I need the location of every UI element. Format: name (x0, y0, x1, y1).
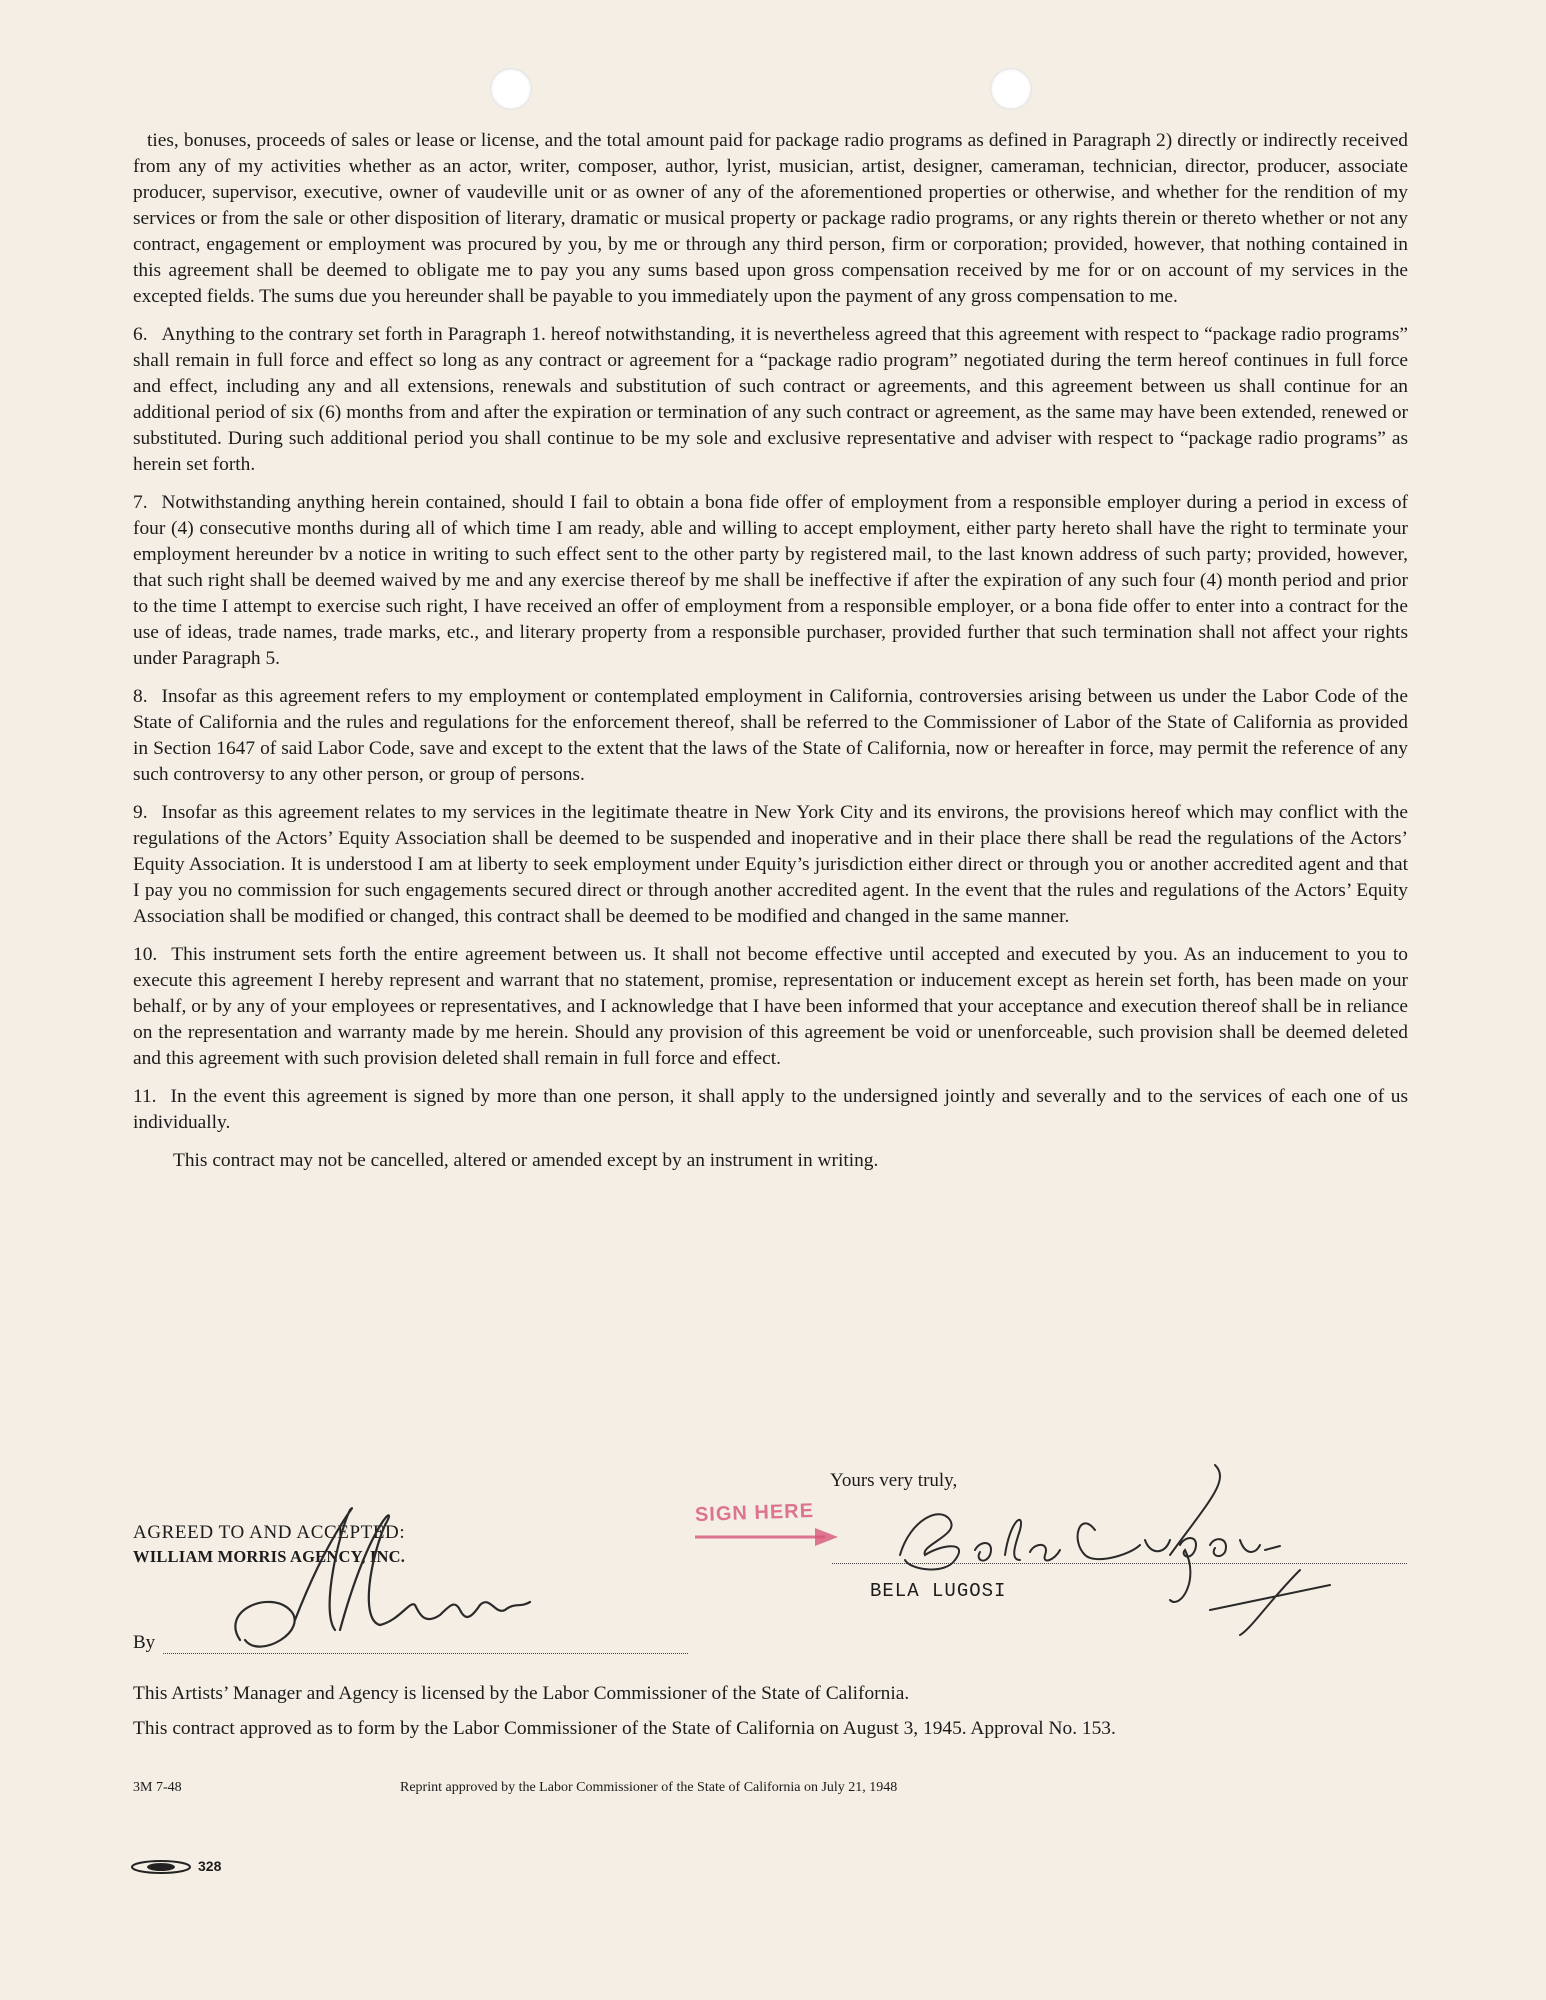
punch-hole-right (990, 68, 1032, 110)
approval-line: This contract approved as to form by the Labor Commissioner of the State of California on August 3, 1945. Approval No. 153. (133, 1718, 1116, 1739)
agency-signature (200, 1490, 560, 1670)
contract-body (133, 128, 1408, 1174)
contract-paragraph: 7. Notwithstanding anything herein contained, should I fail to obtain a bona fide offer of employment from a responsible employer during a period in excess of four (4) consecutive months during all of which time I am ready, able and willing to accept employment, either party hereto shall have the right to terminate your employment hereunder bv a notice in writing to such effect sent to the other party by registered mail, to the last known address of such party; provided, however, that such right shall be deemed waived by me and any exercise thereof by me shall be ineffective if after the expiration of any such four (4) month period and prior to the time I attempt to exercise such right, I have received an offer of employment from a responsible employer, or a bona fide offer to enter into a contract for the use of ideas, trade names, trade marks, etc., and literary property from a responsible purchaser, provided further that such termination shall not affect your rights under Paragraph 5. (133, 492, 1408, 669)
agreed-accepted-label: AGREED TO AND ACCEPTED: (133, 1522, 406, 1543)
form-code: 3M 7-48 (133, 1780, 182, 1795)
agency-name: WILLIAM MORRIS AGENCY, INC. (133, 1547, 406, 1566)
union-bug-icon (130, 1859, 192, 1875)
signer-name: BELA LUGOSI (870, 1580, 1007, 1602)
license-line: This Artists’ Manager and Agency is licensed by the Labor Commissioner of the State of California. (133, 1683, 910, 1704)
yours-very-truly: Yours very truly, (830, 1470, 958, 1491)
closing-clause: This contract may not be cancelled, altered or amended except by an instrument in writing. (173, 1150, 879, 1171)
contract-paragraph: 8. Insofar as this agreement refers to my employment or contemplated employment in California, controversies arising between us under the Labor Code of the State of California and the rules and regulations for the enforcement thereof, shall be referred to the Commissioner of Labor of the State of California as provided in Section 1647 of said Labor Code, save and except to the extent that the laws of the State of California, now or hereafter in force, may permit the reference of any such controversy to any other person, or group of persons. (133, 686, 1408, 785)
contract-paragraph: ties, bonuses, proceeds of sales or lease or license, and the total amount paid for package radio programs as defined in Paragraph 2) directly or indirectly received from any of my activities whether as an actor, writer, composer, author, lyrist, musician, artist, designer, cameraman, technician, director, producer, associate producer, supervisor, executive, owner of vaudeville unit or as owner of any of the aforementioned properties or otherwise, and whether for the rendition of my services or from the sale or other disposition of literary, dramatic or musical property or package radio programs, or any rights therein or thereto whether or not any contract, engagement or employment was procured by you, by me or through any third person, firm or corporation; provided, however, that nothing contained in this agreement shall be deemed to obligate me to pay you any sums based upon gross compensation received by me for or on account of my services in the excepted fields. The sums due you hereunder shall be payable to you immediately upon the payment of any gross compensation to me. (133, 130, 1408, 307)
sign-here-stamp: SIGN HERE (694, 1499, 815, 1527)
contract-paragraph: 10. This instrument sets forth the entire agreement between us. It shall not become effective until accepted and executed by you. As an inducement to you to execute this agreement I hereby represent and warrant that no statement, promise, representation or inducement except as herein set forth, has been made on your behalf, or by any of your employees or representatives, and I acknowledge that I have been informed that your acceptance and execution thereof shall be in reliance on the representation and warranty made by me herein. Should any provision of this agreement be void or unenforceable, such provision shall be deemed deleted and this agreement with such provision deleted shall remain in full force and effect. (133, 944, 1408, 1069)
contract-paragraph: 9. Insofar as this agreement relates to my services in the legitimate theatre in New York City and its environs, the provisions hereof which may conflict with the regulations of the Actors’ Equity Association shall be deemed to be suspended and inoperative and in their place there shall be read the regulations of the Actors’ Equity Association. It is understood I am at liberty to seek employment under Equity’s jurisdiction either direct or through you or another accredited agent and that I pay you no commission for such engagements secured direct or through another accredited agent. In the event that the rules and regulations of the Actors’ Equity Association shall be modified or changed, this contract shall be deemed to be modified and changed in the same manner. (133, 802, 1408, 927)
union-number: 328 (198, 1858, 222, 1874)
contract-paragraph: 6. Anything to the contrary set forth in Paragraph 1. hereof notwithstanding, it is nevertheless agreed that this agreement with respect to “package radio programs” shall remain in full force and effect so long as any contract or agreement for a “package radio program” negotiated during the term hereof continues in full force and effect, including any and all extensions, renewals and substitution of such contract or agreements, and this agreement between us shall continue for an additional period of six (6) months from and after the expiration or termination of any such contract or agreement, as the same may have been extended, renewed or substituted. During such additional period you shall continue to be my sole and exclusive representative and adviser with respect to “package radio programs” as herein set forth. (133, 324, 1408, 475)
union-label (130, 1858, 221, 1875)
punch-hole-left (490, 68, 532, 110)
sign-here-arrow-icon (690, 1522, 850, 1552)
contract-paragraph: 11. In the event this agreement is signed by more than one person, it shall apply to the undersigned jointly and severally and to the services of each one of us individually. (133, 1086, 1408, 1133)
signature-area (0, 1460, 1546, 1680)
by-label: By (133, 1632, 156, 1653)
artist-signature (880, 1460, 1340, 1640)
reprint-note: Reprint approved by the Labor Commissioner of the State of California on July 21, 1948 (400, 1780, 898, 1795)
